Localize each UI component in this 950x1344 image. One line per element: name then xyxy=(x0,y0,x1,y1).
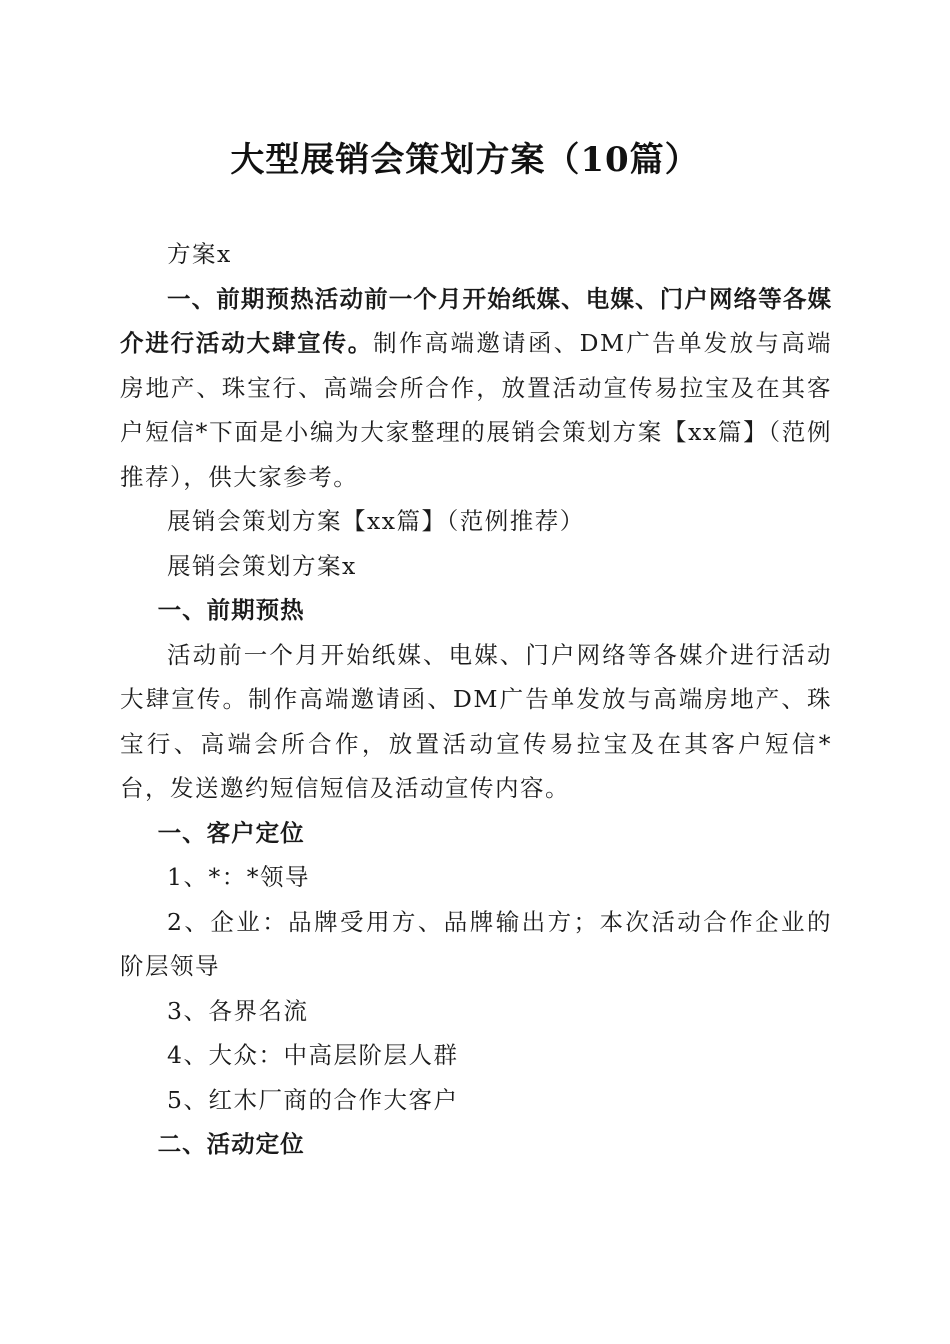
document-title: 大型展销会策划方案（10篇） xyxy=(230,140,700,180)
document-body xyxy=(120,232,832,1167)
heading-preheat: 一、前期预热 xyxy=(157,596,305,624)
preheat-paragraph: 活动前一个月开始纸媒、电媒、门户网络等各媒介进行活动大肆宣传。制作高端邀请函、DM广告单发放与高端房地产、珠宝行、高端会所合作，放置活动宣传易拉宝及在其客户短信*台，发送邀约短信短信及活动宣传内容。 xyxy=(120,640,832,802)
heading-activity: 二、活动定位 xyxy=(157,1130,305,1158)
heading-customer: 一、客户定位 xyxy=(157,818,305,847)
intro-label: 方案x xyxy=(167,240,232,268)
intro-paragraph xyxy=(120,277,832,500)
customer-item: 5、红木厂商的合作大客户 xyxy=(167,1085,459,1114)
customer-item: 3、各界名流 xyxy=(167,996,309,1025)
customer-item: 2、企业：品牌受用方、品牌输出方；本次活动合作企业的阶层领导 xyxy=(120,907,832,980)
customer-item: 4、大众：中高层阶层人群 xyxy=(167,1041,459,1069)
customer-item: 1、*：*领导 xyxy=(167,863,310,891)
collection-line: 展销会策划方案【xx篇】（范例推荐） xyxy=(167,507,585,535)
intro-bold-lead: 一、前期预热活动前一个月开始纸媒、电媒、门户网络等各媒介进行活动大肆宣传。 xyxy=(120,284,832,357)
plan-line: 展销会策划方案x xyxy=(167,551,357,580)
intro-text: 制作高端邀请函、DM广告单发放与高端房地产、珠宝行、高端会所合作，放置活动宣传易拉宝及在其客户短信*下面是小编为大家整理的展销会策划方案【xx篇】（范例推荐），供大家参考。 xyxy=(120,329,833,491)
